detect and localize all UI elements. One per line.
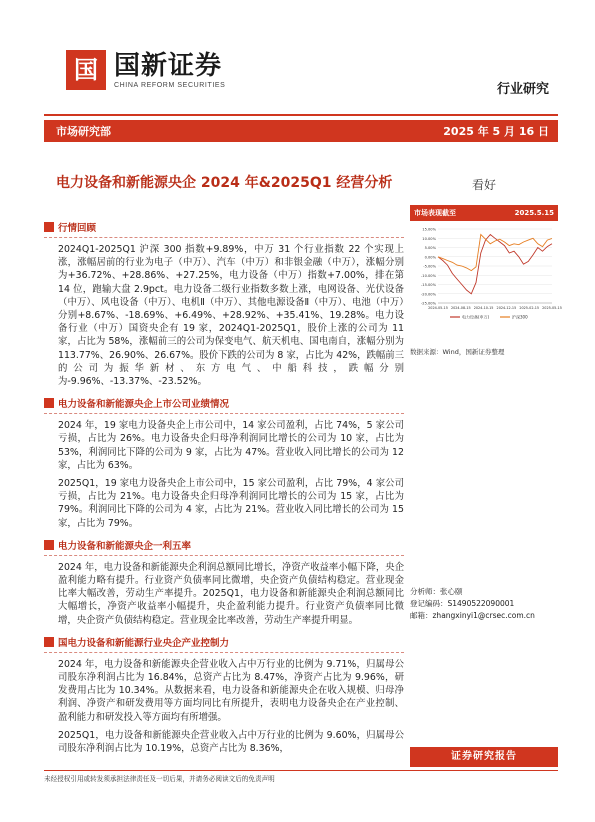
y-tick-label: 0.00% — [424, 255, 436, 260]
section-icon — [44, 540, 54, 550]
x-tick-label: 2024-05-15 — [428, 306, 448, 310]
section-divider — [44, 555, 404, 556]
logo-mark: 国 — [66, 50, 106, 90]
legend-label: 电力设备(申万) — [462, 314, 490, 320]
footer-divider — [44, 770, 558, 771]
chart-header-date: 2025.5.15 — [514, 209, 554, 217]
rating-label: 看好 — [472, 178, 497, 192]
section-paragraph: 2024 年，电力设备和新能源央企利润总额同比增长，净资产收益率小幅下降，央企盈利能力略有提升。行业资产负债率同比微增，央企资产负债结构稳定。营业现金比率大幅改善，劳动生产率提升。2025Q1，电力设备和新能源央企利润总额同比大幅增长，净资产收益率小幅提升，央企盈利能力提升。行业资产负债率同比微增，央企资产负债结构稳定。营业现金比率改善，劳动生产率提升明显。 — [58, 561, 404, 626]
department-label: 市场研究部 — [56, 125, 111, 138]
section-heading: 国电力设备和新能源行业央企产业控制力 — [58, 637, 230, 649]
logo-text — [114, 52, 225, 89]
section-market-review — [44, 220, 404, 388]
section-paragraph: 2025Q1，电力设备和新能源央企营业收入占中万行业的比例为 9.60%，归属母公司股东净利润占比为 10.19%，总资产占比为 8.36%， — [58, 729, 404, 755]
section-paragraph: 2024Q1-2025Q1 沪深 300 指数+9.89%，中万 31 个行业指数 22 个实现上涨，涨幅居前的行业为电子（中万）、汽车（中万）和非银金融（中万），涨幅分别为+36.72%、+28.86%、+27.25%，电力设备（中万）指数+7.00%，排在第 14 位，跑输大盘 2.9pct。电力设备二级行业指数多数上涨，电网设备、光伏设备（中万）、风电设备（中万）、电机Ⅱ（中万）、其他电源设备Ⅱ（中万）、电池（中万）分别+8.67%、-18.69%、+6.49%、+28.92%、+35.41%、19.28%。电力设备行业（中万）国资央企有 19 家，2024Q1-2025Q1，股价上涨的公司为 11 家，占比为 58%，涨幅前三的公司为保变电气、航天机电、国电南自，涨幅分别为 113.77%、26.90%、26.67%。股价下跌的公司为 8 家，占比为 42%，跌幅前三的公司为振华新材、东方电气、中船科技，跌幅分别为-9.96%、-13.37%、-23.52%。 — [58, 244, 404, 388]
sidebar — [410, 205, 562, 356]
x-tick-label: 2024-08-15 — [450, 306, 471, 310]
footer-disclaimer: 未经授权引用或转发须承担法律责任及一切后果，并请务必阅读文后的免责声明 — [44, 775, 275, 783]
section-icon — [44, 222, 54, 232]
section-heading: 电力设备和新能源央企一利五率 — [58, 540, 192, 552]
section-profit-ratios — [44, 538, 404, 627]
document-type: 行业研究 — [496, 82, 549, 97]
section-divider — [44, 237, 404, 238]
section-paragraph: 2024 年，电力设备和新能源央企营业收入占中万行业的比例为 9.71%，归属母公司股东净利润占比为 16.84%，总资产占比为 8.47%，净资产占比为 9.96%，研发费用占比为 10.34%。从数据来看，电力设备和新能源央企在收入规模、归母净利润、净资产和研发费用等方面均同比有所提升，表明电力设备央企在产业控制、盈利能力和研发投入等方面均有所增强。 — [58, 658, 404, 723]
company-logo — [66, 50, 225, 90]
y-tick-label: -25.00% — [421, 301, 436, 306]
chart-source: 数据来源：Wind，国新证券整理 — [410, 348, 505, 356]
x-tick-label: 2024-10-15 — [473, 306, 494, 310]
header-divider — [44, 114, 558, 116]
analyst-name: 分析师：张心颐 — [410, 587, 463, 596]
y-tick-label: 5.00% — [424, 246, 436, 250]
section-divider — [44, 652, 404, 653]
report-title: 电力设备和新能源央企 2024 年&2025Q1 经营分析 — [56, 175, 393, 191]
chart-header-label: 市场表现截至 — [414, 209, 456, 217]
section-paragraph: 2025Q1，19 家电力设备央企上市公司中，15 家公司盈利，占比 79%，4 家公司亏损，占比为 21%。电力设备央企归母净利润同比增长的公司为 15 家，占比为 79%。利润同比下降的公司为 4 家，占比为 21%。营业收入同比增长的公司为 15 家，占比为 79%。 — [58, 478, 404, 529]
section-industry-control — [44, 635, 404, 755]
chart-svg — [410, 221, 562, 337]
y-tick-label: 15.00% — [422, 227, 436, 232]
x-tick-label: 2025-02-15 — [519, 306, 540, 310]
legend-label: 沪深300 — [512, 314, 528, 320]
section-performance — [44, 396, 404, 530]
section-icon — [44, 398, 54, 408]
market-performance-chart — [410, 221, 562, 337]
section-divider — [44, 413, 404, 414]
analyst-email: 邮箱：zhangxinyi1@crsec.com.cn — [410, 611, 535, 620]
x-tick-label: 2024-12-15 — [496, 306, 517, 310]
chart-header — [410, 205, 558, 221]
logo-cn: 国新证券 — [114, 50, 223, 81]
y-tick-label: -20.00% — [421, 292, 436, 297]
analyst-cert: 登记编码：S1490522090001 — [410, 599, 515, 608]
section-heading: 电力设备和新能源央企上市公司业绩情况 — [58, 399, 230, 411]
y-tick-label: 10.00% — [422, 236, 436, 241]
logo-en: CHINA REFORM SECURITIES — [114, 81, 226, 89]
main-content — [44, 220, 404, 755]
section-icon — [44, 637, 54, 647]
y-tick-label: -10.00% — [421, 273, 436, 278]
y-tick-label: -15.00% — [421, 283, 436, 287]
x-tick-label: 2025-05-15 — [542, 306, 562, 310]
analyst-info — [410, 586, 535, 622]
section-paragraph: 2024 年，19 家电力设备央企上市公司中，14 家公司盈利，占比 74%，5 家公司亏损，占比为 26%。电力设备央企归母净利润同比增长的公司为 10 家，占比为 53%，利润同比下降的公司为 9 家，占比为 47%。营业收入同比增长的公司为 12 家，占比为 63%。 — [58, 420, 404, 471]
report-date: 2025 年 5 月 16 日 — [443, 125, 549, 138]
section-heading: 行情回顾 — [58, 223, 97, 234]
y-tick-label: -5.00% — [423, 264, 436, 269]
report-type-tag: 证券研究报告 — [410, 747, 558, 767]
department-bar — [44, 120, 558, 142]
